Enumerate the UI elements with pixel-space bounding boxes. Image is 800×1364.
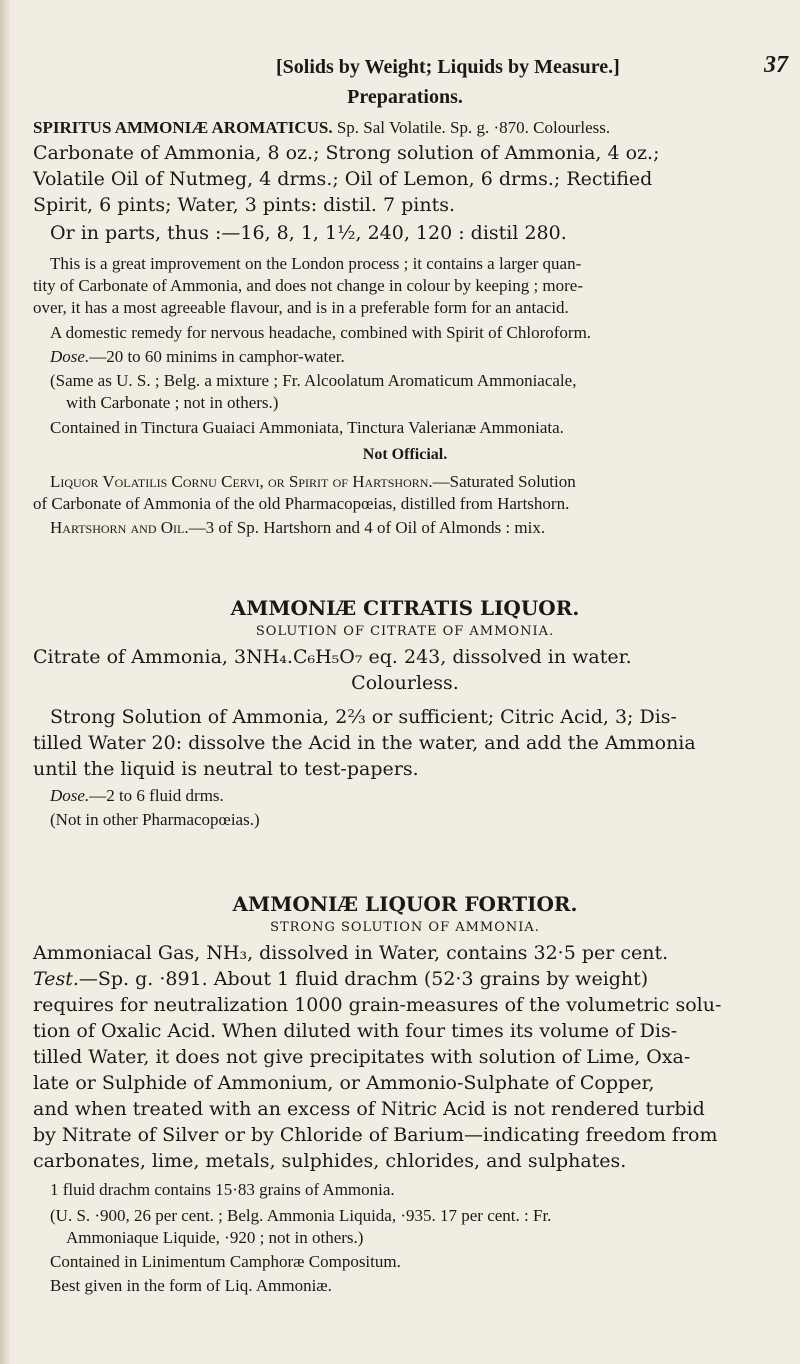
spiritus-note-3: over, it has a most agreeable flavour, and is in a preferable form for an antacid. <box>33 298 569 317</box>
test-text: —Sp. g. ·891. About 1 fluid drachm (52·3 grains by weight) <box>78 968 649 990</box>
fortior-line-3: requires for neutralization 1000 grain-measures of the volumetric solu- <box>33 994 722 1016</box>
not-official-title: Not Official. <box>362 446 448 463</box>
fortior-line-8: by Nitrate of Silver or by Chloride of Barium—indicating freedom from <box>33 1124 718 1146</box>
citratis-formula: Citrate of Ammonia, 3NH₄.C₆H₅O₇ eq. 243, dissolved in water. <box>33 646 632 668</box>
preparations-title: Preparations. <box>347 86 463 108</box>
spiritus-same-2: with Carbonate ; not in others.) <box>66 393 279 412</box>
fortior-title: AMMONIÆ LIQUOR FORTIOR. <box>232 892 578 916</box>
fortior-line-6: late or Sulphide of Ammonium, or Ammonio-Sulphate of Copper, <box>33 1072 655 1094</box>
liquor-volatilis-text: —Saturated Solution <box>432 472 576 491</box>
test-label: Test. <box>33 968 79 990</box>
citratis-colour: Colourless. <box>351 672 459 694</box>
dose-text: —2 to 6 fluid drms. <box>89 786 224 805</box>
liquor-volatilis-line-2: of Carbonate of Ammonia of the old Pharmacopœias, distilled from Hartshorn. <box>33 494 570 513</box>
spiritus-line-3: Volatile Oil of Nutmeg, 4 drms.; Oil of Lemon, 6 drms.; Rectified <box>33 168 653 190</box>
fortior-line-4: tion of Oxalic Acid. When diluted with four times its volume of Dis- <box>33 1020 678 1042</box>
dose-label: Dose. <box>50 347 90 366</box>
hartshorn-oil-heading: Hartshorn and Oil. <box>50 518 189 537</box>
liquor-volatilis-line-1 <box>50 472 576 492</box>
spiritus-contained: Contained in Tinctura Guaiaci Ammoniata, Tinctura Valerianæ Ammoniata. <box>50 418 564 437</box>
liquor-volatilis-heading: Liquor Volatilis Cornu Cervi, or Spirit of Hartshorn. <box>50 472 433 491</box>
citratis-dose <box>50 786 224 806</box>
fortior-line-1: Ammoniacal Gas, NH₃, dissolved in Water, contains 32·5 per cent. <box>33 942 669 964</box>
book-gutter <box>0 0 10 1364</box>
citratis-subtitle: SOLUTION OF CITRATE OF AMMONIA. <box>255 624 555 639</box>
fortior-line-9: carbonates, lime, metals, sulphides, chlorides, and sulphates. <box>33 1150 627 1172</box>
spiritus-note-4: A domestic remedy for nervous headache, combined with Spirit of Chloroform. <box>50 323 592 342</box>
fortior-best: Best given in the form of Liq. Ammoniæ. <box>50 1276 332 1295</box>
spiritus-same-1: (Same as U. S. ; Belg. a mixture ; Fr. Alcoolatum Aromaticum Ammoniacale, <box>50 371 577 390</box>
citratis-line-3: until the liquid is neutral to test-papers. <box>33 758 419 780</box>
fortior-line-2 <box>33 968 648 990</box>
spiritus-line-1 <box>33 118 610 138</box>
spiritus-heading: SPIRITUS AMMONIÆ AROMATICUS. <box>33 118 333 137</box>
fortior-subtitle: STRONG SOLUTION OF AMMONIA. <box>270 920 540 935</box>
fortior-line-7: and when treated with an excess of Nitric Acid is not rendered turbid <box>33 1098 705 1120</box>
spiritus-line-2: Carbonate of Ammonia, 8 oz.; Strong solution of Ammonia, 4 oz.; <box>33 142 660 164</box>
citratis-title: AMMONIÆ CITRATIS LIQUOR. <box>230 596 580 620</box>
spiritus-dose <box>50 347 345 367</box>
page-number: 37 <box>764 52 788 78</box>
citratis-line-2: tilled Water 20: dissolve the Acid in the water, and add the Ammonia <box>33 732 696 754</box>
spiritus-line-4: Spirit, 6 pints; Water, 3 pints: distil. 7 pints. <box>33 194 456 216</box>
hartshorn-oil-line <box>50 518 545 538</box>
spiritus-line-5: Or in parts, thus :—16, 8, 1, 1½, 240, 120 : distil 280. <box>50 222 567 244</box>
dose-text: —20 to 60 minims in camphor-water. <box>89 347 345 366</box>
citratis-note: (Not in other Pharmacopœias.) <box>50 810 260 829</box>
hartshorn-oil-text: —3 of Sp. Hartshorn and 4 of Oil of Almonds : mix. <box>188 518 546 537</box>
spiritus-synonym: Sp. Sal Volatile. Sp. g. ·870. Colourless. <box>336 118 611 137</box>
running-header: [Solids by Weight; Liquids by Measure.] <box>276 56 620 78</box>
book-page <box>10 0 800 1364</box>
fortior-us-2: Ammoniaque Liquide, ·920 ; not in others.) <box>66 1228 364 1247</box>
fortior-note-1: 1 fluid drachm contains 15·83 grains of Ammonia. <box>50 1180 395 1199</box>
fortior-us-1: (U. S. ·900, 26 per cent. ; Belg. Ammonia Liquida, ·935. 17 per cent. : Fr. <box>50 1206 552 1225</box>
dose-label: Dose. <box>50 786 90 805</box>
citratis-line-1: Strong Solution of Ammonia, 2⅔ or sufficient; Citric Acid, 3; Dis- <box>50 706 677 728</box>
spiritus-note-2: tity of Carbonate of Ammonia, and does not change in colour by keeping ; more- <box>33 276 584 295</box>
fortior-line-5: tilled Water, it does not give precipitates with solution of Lime, Oxa- <box>33 1046 691 1068</box>
spiritus-note-1: This is a great improvement on the London process ; it contains a larger quan- <box>50 254 582 273</box>
fortior-contained: Contained in Linimentum Camphoræ Compositum. <box>50 1252 401 1271</box>
